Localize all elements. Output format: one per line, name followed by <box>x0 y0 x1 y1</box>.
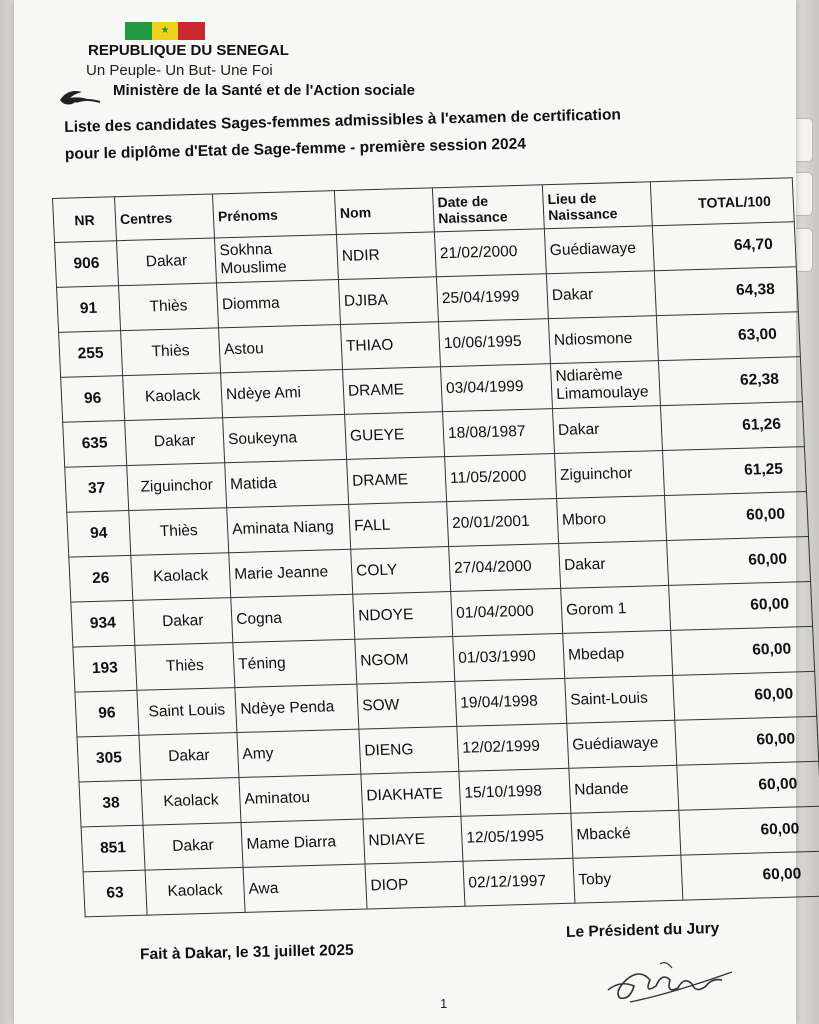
handwritten-signature-icon <box>600 950 740 1010</box>
cell-centre: Ziguinchor <box>127 463 227 511</box>
header-centres: Centres <box>114 194 214 241</box>
table-body <box>55 222 819 917</box>
cell-date: 27/04/2000 <box>449 543 561 591</box>
cell-total: 60,00 <box>665 492 809 541</box>
cell-total: 61,25 <box>662 447 806 496</box>
cell-nr: 37 <box>65 466 129 513</box>
cell-total: 60,00 <box>673 671 817 720</box>
cell-prenoms: Amy <box>237 729 361 777</box>
cell-prenoms: Aminata Niang <box>227 504 351 552</box>
cell-centre: Dakar <box>143 822 243 870</box>
cell-date: 02/12/1997 <box>463 858 575 906</box>
cell-lieu: Guédiawaye <box>544 226 654 274</box>
cell-centre: Dakar <box>116 238 216 286</box>
cell-total: 60,00 <box>679 806 819 855</box>
page-number: 1 <box>440 996 448 1011</box>
candidates-table-wrapper <box>52 177 819 917</box>
cell-nr: 851 <box>81 825 145 872</box>
cell-nr: 305 <box>77 735 141 782</box>
cell-nr: 635 <box>63 421 127 468</box>
cell-date: 01/04/2000 <box>451 588 563 636</box>
cell-lieu: Mbedap <box>563 630 673 678</box>
cell-lieu: Toby <box>573 855 683 903</box>
cell-centre: Kaolack <box>141 778 241 826</box>
cell-lieu: Ndiosmone <box>548 316 658 364</box>
cell-centre: Thiès <box>129 508 229 556</box>
cell-prenoms: Cogna <box>231 594 355 642</box>
cell-total: 64,70 <box>652 222 796 271</box>
cell-prenoms: Aminatou <box>239 774 363 822</box>
cell-lieu: Ndiarème Limamoulaye <box>550 361 660 409</box>
cell-date: 01/03/1990 <box>453 633 565 681</box>
title-line-2: pour le diplôme d'Etat de Sage-femme - première session 2024 <box>64 135 527 163</box>
cell-nom: DJIBA <box>338 277 438 325</box>
cell-nom: NDOYE <box>353 592 453 640</box>
cell-date: 25/04/1999 <box>436 274 548 322</box>
cell-prenoms: Matida <box>225 459 349 507</box>
header-total: TOTAL/100 <box>650 178 794 226</box>
ministry-name: Ministère de la Santé et de l'Action sociale <box>113 82 415 99</box>
cell-lieu: Dakar <box>546 271 656 319</box>
header-nr: NR <box>53 197 117 243</box>
header-prenoms: Prénoms <box>212 191 336 238</box>
candidates-table <box>52 177 819 917</box>
cell-nr: 26 <box>69 555 133 602</box>
cell-lieu: Dakar <box>559 540 669 588</box>
cell-total: 64,38 <box>654 267 798 316</box>
cell-centre: Thiès <box>121 328 221 376</box>
cell-total: 60,00 <box>669 581 813 630</box>
cell-prenoms: Astou <box>219 324 343 372</box>
senegal-flag-icon: ★ <box>125 22 205 40</box>
cell-date: 11/05/2000 <box>445 454 557 502</box>
cell-nr: 255 <box>59 331 123 378</box>
cell-date: 21/02/2000 <box>434 229 546 277</box>
cell-lieu: Dakar <box>552 406 662 454</box>
cell-total: 61,26 <box>660 402 804 451</box>
jury-president-label: Le Président du Jury <box>565 919 720 942</box>
cell-total: 60,00 <box>681 851 819 900</box>
cell-date: 19/04/1998 <box>455 678 567 726</box>
cell-nom: COLY <box>351 547 451 595</box>
cell-centre: Kaolack <box>131 553 231 601</box>
cell-centre: Thiès <box>119 283 219 331</box>
national-motto: Un Peuple- Un But- Une Foi <box>86 62 273 79</box>
cell-nom: NDIAYE <box>363 816 463 864</box>
title-line-1: Liste des candidates Sages-femmes admissibles à l'examen de certification <box>64 106 622 136</box>
cell-centre: Dakar <box>139 733 239 781</box>
cell-prenoms: Mame Diarra <box>241 819 365 867</box>
cell-nr: 193 <box>73 645 137 692</box>
cell-lieu: Ziguinchor <box>555 451 665 499</box>
cell-nom: FALL <box>349 502 449 550</box>
cell-prenoms: Soukeyna <box>223 414 347 462</box>
cell-total: 60,00 <box>671 626 815 675</box>
place-and-date: Fait à Dakar, le 31 juillet 2025 <box>139 941 354 964</box>
cell-total: 60,00 <box>667 537 811 586</box>
cell-prenoms: Ndèye Ami <box>221 369 345 417</box>
cell-total: 60,00 <box>677 761 819 810</box>
cell-nom: DIAKHATE <box>361 771 461 819</box>
cell-lieu: Gorom 1 <box>561 585 671 633</box>
cell-date: 03/04/1999 <box>440 364 552 412</box>
cell-centre: Dakar <box>125 418 225 466</box>
cell-nom: DIENG <box>359 726 459 774</box>
cell-nom: NDIR <box>336 232 436 280</box>
cell-nr: 91 <box>57 286 121 333</box>
header-nom: Nom <box>334 188 434 235</box>
cell-date: 12/05/1995 <box>461 813 573 861</box>
cell-centre: Kaolack <box>123 373 223 421</box>
cell-nr: 94 <box>67 510 131 557</box>
republic-heading: REPUBLIQUE DU SENEGAL <box>88 42 289 59</box>
cell-centre: Thiès <box>135 643 235 691</box>
cell-nr: 38 <box>79 780 143 827</box>
cell-date: 18/08/1987 <box>443 409 555 457</box>
cell-nom: GUEYE <box>345 412 445 460</box>
cell-nom: DIOP <box>365 861 465 909</box>
cell-nr: 906 <box>55 241 119 288</box>
cell-total: 63,00 <box>656 312 800 361</box>
cell-centre: Saint Louis <box>137 688 237 736</box>
cell-prenoms: Sokhna Mouslime <box>214 235 338 283</box>
cell-lieu: Guédiawaye <box>567 720 677 768</box>
header-date-naissance: Date de Naissance <box>432 185 544 232</box>
cell-prenoms: Diomma <box>216 280 340 328</box>
cell-centre: Dakar <box>133 598 233 646</box>
cell-lieu: Mbacké <box>571 810 681 858</box>
cell-prenoms: Marie Jeanne <box>229 549 353 597</box>
cell-prenoms: Awa <box>243 864 367 912</box>
cell-nom: THIAO <box>340 322 440 370</box>
cell-total: 60,00 <box>675 716 819 765</box>
cell-prenoms: Téning <box>233 639 357 687</box>
cell-prenoms: Ndèye Penda <box>235 684 359 732</box>
cell-nom: SOW <box>357 681 457 729</box>
cell-lieu: Mboro <box>557 496 667 544</box>
cell-date: 10/06/1995 <box>438 319 550 367</box>
header-lieu-naissance: Lieu de Naissance <box>542 182 652 229</box>
cell-date: 12/02/1999 <box>457 723 569 771</box>
cell-nom: DRAME <box>343 367 443 415</box>
cell-date: 20/01/2001 <box>447 499 559 547</box>
cell-total: 62,38 <box>658 357 802 406</box>
cell-nr: 934 <box>71 600 135 647</box>
cell-lieu: Saint-Louis <box>565 675 675 723</box>
cell-date: 15/10/1998 <box>459 768 571 816</box>
cell-nr: 96 <box>61 376 125 423</box>
cell-centre: Kaolack <box>145 867 245 915</box>
cell-nr: 96 <box>75 690 139 737</box>
cell-nom: NGOM <box>355 636 455 684</box>
cell-lieu: Ndande <box>569 765 679 813</box>
cell-nom: DRAME <box>347 457 447 505</box>
cell-nr: 63 <box>83 870 147 917</box>
ministry-logo-icon <box>56 86 102 108</box>
